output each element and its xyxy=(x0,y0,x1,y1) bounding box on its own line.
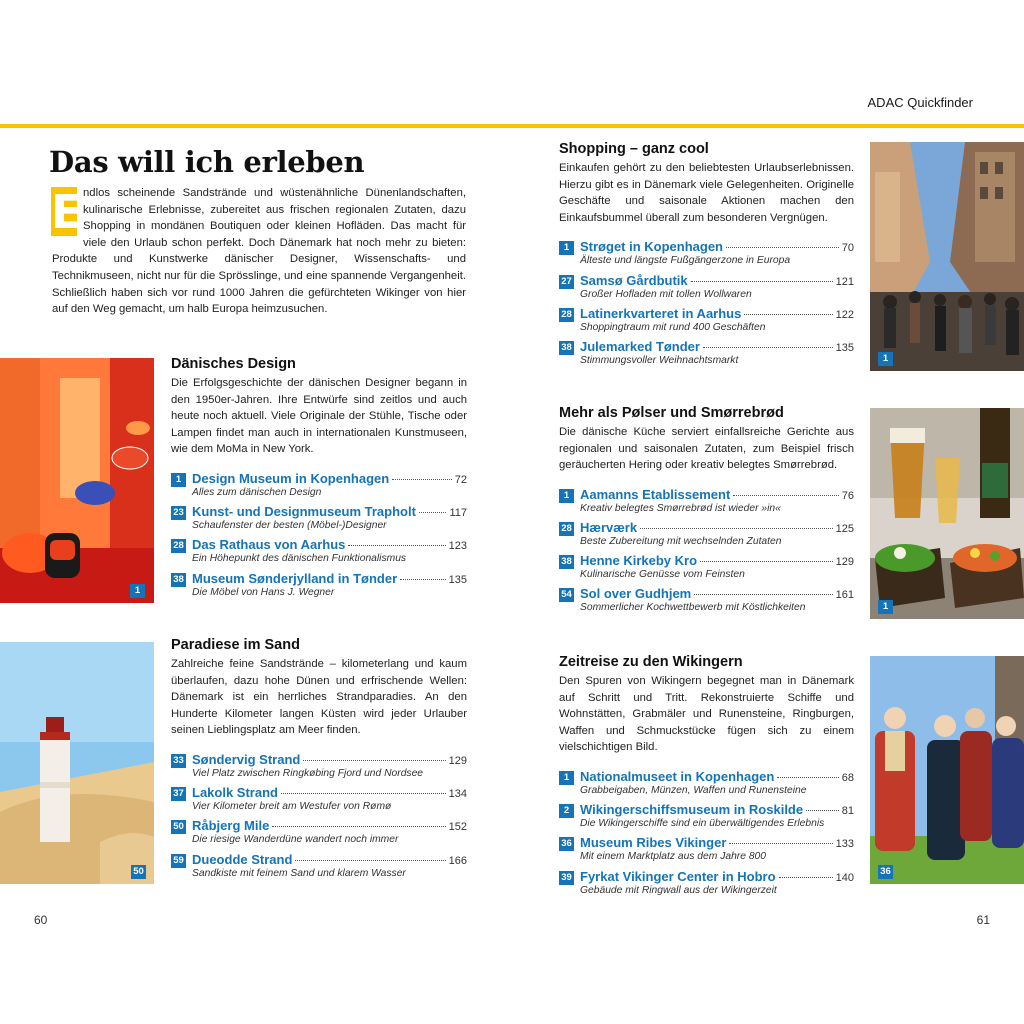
section-text: Den Spuren von Wikingern begegnet man in Dänemark auf Schritt und Tritt. Rekonstruierte Schiffe und Wohnstätten, Grabmäler und Runensteine, Ringburgen, Waffen und Schmuckstücke fügen sich zu einem vielschichtigen Bild. xyxy=(559,675,854,754)
list-item[interactable] xyxy=(559,306,854,339)
entry-list xyxy=(559,239,854,372)
dot-leader xyxy=(729,843,832,844)
section-title: Zeitreise zu den Wikingern xyxy=(559,654,743,670)
entry-link[interactable]: Nationalmuseet in Kopenhagen xyxy=(580,768,775,784)
entry-link[interactable]: Wikingerschiffsmuseum in Roskilde xyxy=(580,802,804,818)
intro-paragraph xyxy=(52,185,466,318)
dot-leader xyxy=(694,594,832,595)
dot-leader xyxy=(348,545,445,546)
shopping-street-photo xyxy=(870,142,1024,371)
dot-leader xyxy=(777,777,838,778)
dot-leader xyxy=(400,579,446,580)
entry-page: 140 xyxy=(835,871,854,884)
entry-link[interactable]: Museum Ribes Vikinger xyxy=(580,835,727,851)
photo-badge: 1 xyxy=(878,600,893,614)
section-title: Mehr als Pølser und Smørrebrød xyxy=(559,405,784,421)
entry-page: 76 xyxy=(841,489,854,502)
entry-description: Kreativ belegtes Smørrebrød ist wieder »in« xyxy=(580,502,781,514)
entry-description: Sommerlicher Kochwettbewerb mit Köstlichkeiten xyxy=(580,602,806,614)
dot-leader xyxy=(726,247,839,248)
dot-leader xyxy=(295,860,445,861)
list-item[interactable] xyxy=(559,339,854,372)
entry-link[interactable]: Latinerkvarteret in Aarhus xyxy=(580,305,742,321)
dropcap: E xyxy=(51,185,83,239)
entry-link[interactable]: Samsø Gårdbutik xyxy=(580,272,688,288)
entry-description: Ein Höhepunkt des dänischen Funktionalismus xyxy=(192,553,407,565)
lighthouse-dune-photo xyxy=(0,642,154,884)
dot-leader xyxy=(303,760,445,761)
location-number-badge: 28 xyxy=(559,308,574,322)
dot-leader xyxy=(419,512,447,513)
section-text: Die Erfolgsgeschichte der dänischen Designer begann in den 1950er-Jahren. Ihre Entwürfe sind zeitlos und auch heute noch aktuell. Viele Originale der Stühle, Tische oder Lampen findet man auch in internationalen Kunstmuseen, wie dem MoMa in New York. xyxy=(171,377,467,456)
dot-leader xyxy=(703,347,833,348)
location-number-badge: 2 xyxy=(559,804,574,818)
section-title: Shopping – ganz cool xyxy=(559,141,709,157)
dot-leader xyxy=(691,281,833,282)
location-number-badge: 28 xyxy=(171,539,186,553)
entry-link[interactable]: Dueodde Strand xyxy=(192,851,293,867)
entry-page: 72 xyxy=(454,473,467,486)
dot-leader xyxy=(733,495,838,496)
section-text: Einkaufen gehört zu den beliebtesten Urlaubserlebnissen. Hierzu gibt es in Dänemark viele Gelegenheiten. Originelle Geschäfte und saisonale Aktionen machen den Einkaufsbummel überall zum besonderen Vergnügen. xyxy=(559,162,854,224)
page-number-right: 61 xyxy=(976,913,990,927)
dot-leader xyxy=(281,793,446,794)
entry-description: Vier Kilometer breit am Westufer von Rømø xyxy=(192,801,392,813)
entry-page: 123 xyxy=(448,540,467,553)
entry-page: 125 xyxy=(835,522,854,535)
location-number-badge: 1 xyxy=(171,473,186,487)
entry-list xyxy=(559,487,854,620)
entry-link[interactable]: Das Rathaus von Aarhus xyxy=(192,537,346,553)
entry-page: 129 xyxy=(448,754,467,767)
location-number-badge: 54 xyxy=(559,588,574,602)
location-number-badge: 36 xyxy=(559,837,574,851)
intro-text: ndlos scheinende Sandstrände und wüstenähnliche Dünenlandschaften, kulinarische Erlebnisse, zubereitet aus frischen regionalen Zutaten, dazu Shopping in mondänen Boutiquen oder kleinen Hofläden. Das macht für viele den Urlaub schon perfekt. Doch Dänemark hat noch mehr zu bieten: Produkte und Kunstwerke dänischer Designer, Wissenschafts- und Technikmuseen, nicht nur für die Sprösslinge, und eine spannende Vergangenheit. Schließlich haben sich vor rund 1000 Jahren die gefürchteten Wikinger von hier auf den Weg gemacht, um halb Europa heimzusuchen. xyxy=(52,187,466,316)
entry-page: 117 xyxy=(449,507,467,520)
entry-description: Kulinarische Genüsse vom Feinsten xyxy=(580,569,745,581)
entry-list xyxy=(559,769,854,902)
entry-page: 135 xyxy=(448,573,467,586)
list-item[interactable] xyxy=(171,537,467,570)
entry-page: 135 xyxy=(835,341,854,354)
location-number-badge: 1 xyxy=(559,771,574,785)
location-number-badge: 1 xyxy=(559,489,574,503)
dot-leader xyxy=(779,877,833,878)
entry-list xyxy=(171,752,467,885)
dot-leader xyxy=(392,479,452,480)
list-item[interactable] xyxy=(171,785,467,818)
list-item[interactable] xyxy=(559,835,854,868)
dot-leader xyxy=(640,528,833,529)
dot-leader xyxy=(272,826,445,827)
entry-page: 121 xyxy=(835,275,854,288)
list-item[interactable] xyxy=(559,769,854,802)
location-number-badge: 38 xyxy=(559,341,574,355)
entry-link[interactable]: Julemarked Tønder xyxy=(580,338,700,354)
entry-list xyxy=(171,471,467,604)
dot-leader xyxy=(806,810,839,811)
design-interior-photo xyxy=(0,358,154,603)
entry-page: 129 xyxy=(835,556,854,569)
entry-description: Die Wikingerschiffe sind ein überwältigendes Erlebnis xyxy=(580,818,825,830)
list-item[interactable] xyxy=(559,802,854,835)
section-food xyxy=(559,405,854,620)
photo-badge: 1 xyxy=(878,352,893,366)
location-number-badge: 59 xyxy=(171,854,186,868)
entry-description: Grabbeigaben, Münzen, Waffen und Runensteine xyxy=(580,784,807,796)
list-item[interactable] xyxy=(559,239,854,272)
list-item[interactable] xyxy=(559,586,854,619)
list-item[interactable] xyxy=(171,471,467,504)
list-item[interactable] xyxy=(559,520,854,553)
entry-page: 134 xyxy=(448,788,467,801)
entry-description: Stimmungsvoller Weihnachtsmarkt xyxy=(580,354,739,366)
entry-link[interactable]: Fyrkat Vikinger Center in Hobro xyxy=(580,868,776,884)
entry-page: 161 xyxy=(835,589,854,602)
page-title: Das will ich erleben xyxy=(49,145,365,179)
list-item[interactable] xyxy=(171,818,467,851)
section-vikings xyxy=(559,654,854,902)
entry-page: 81 xyxy=(841,805,854,818)
section-danish-design xyxy=(171,356,467,604)
entry-link[interactable]: Strøget in Kopenhagen xyxy=(580,239,723,255)
entry-description: Gebäude mit Ringwall aus der Wikingerzeit xyxy=(580,884,777,896)
location-number-badge: 33 xyxy=(171,754,186,768)
location-number-badge: 27 xyxy=(559,275,574,289)
location-number-badge: 38 xyxy=(171,573,186,587)
entry-description: Älteste und längste Fußgängerzone in Europa xyxy=(580,255,791,267)
location-number-badge: 28 xyxy=(559,522,574,536)
entry-page: 166 xyxy=(448,854,467,867)
dot-leader xyxy=(700,561,833,562)
entry-link[interactable]: Sol over Gudhjem xyxy=(580,586,692,602)
yellow-header-rule xyxy=(0,124,1024,128)
entry-description: Viel Platz zwischen Ringkøbing Fjord und Nordsee xyxy=(192,767,424,779)
list-item[interactable] xyxy=(171,504,467,537)
entry-link[interactable]: Aamanns Etablissement xyxy=(580,486,731,502)
smorrebrod-beer-photo xyxy=(870,408,1024,619)
section-beaches xyxy=(171,637,467,885)
entry-link[interactable]: Design Museum in Kopenhagen xyxy=(192,470,390,486)
dot-leader xyxy=(744,314,832,315)
section-shopping xyxy=(559,141,854,372)
entry-link[interactable]: Råbjerg Mile xyxy=(192,818,270,834)
list-item[interactable] xyxy=(559,273,854,306)
entry-description: Beste Zubereitung mit wechselnden Zutaten xyxy=(580,535,782,547)
section-title: Dänisches Design xyxy=(171,356,296,372)
section-text: Zahlreiche feine Sandstrände – kilometerlang und kaum überlaufen, dazu hohe Dünen und erfrischende Wellen: Dänemark ist ein herrliches Strandparadies. An den Hunderte Kilometer langen Küsten wird jeder Urlauber seinen Lieblingsplatz am Meer finden. xyxy=(171,658,467,737)
list-item[interactable] xyxy=(171,752,467,785)
entry-description: Alles zum dänischen Design xyxy=(192,486,322,498)
entry-link[interactable]: Søndervig Strand xyxy=(192,751,301,767)
photo-badge: 36 xyxy=(878,865,893,879)
header-label: ADAC Quickfinder xyxy=(867,95,973,110)
list-item[interactable] xyxy=(559,553,854,586)
entry-description: Shoppingtraum mit rund 400 Geschäften xyxy=(580,321,766,333)
entry-page: 70 xyxy=(841,242,854,255)
section-title: Paradiese im Sand xyxy=(171,637,300,653)
entry-description: Mit einem Marktplatz aus dem Jahre 800 xyxy=(580,851,766,863)
section-text: Die dänische Küche serviert einfallsreiche Gerichte aus regionalen und saisonalen Zutaten, zum Beispiel frisch geräucherten Hering oder kreativ belegtes Smørrebrød. xyxy=(559,426,854,472)
location-number-badge: 50 xyxy=(171,820,186,834)
entry-link[interactable]: Henne Kirkeby Kro xyxy=(580,553,698,569)
entry-page: 122 xyxy=(835,308,854,321)
entry-link[interactable]: Kunst- und Designmuseum Trapholt xyxy=(192,504,416,520)
entry-description: Die riesige Wanderdüne wandert noch immer xyxy=(192,834,399,846)
entry-description: Die Möbel von Hans J. Wegner xyxy=(192,586,335,598)
page-number-left: 60 xyxy=(34,913,48,927)
photo-badge: 1 xyxy=(130,584,145,598)
entry-description: Sandkiste mit feinem Sand und klarem Wasser xyxy=(192,867,406,879)
entry-description: Großer Hofladen mit tollen Wollwaren xyxy=(580,288,752,300)
list-item[interactable] xyxy=(171,852,467,885)
location-number-badge: 1 xyxy=(559,241,574,255)
viking-costumes-photo xyxy=(870,656,1024,884)
location-number-badge: 39 xyxy=(559,871,574,885)
entry-link[interactable]: Museum Sønderjylland in Tønder xyxy=(192,570,398,586)
location-number-badge: 23 xyxy=(171,506,186,520)
entry-link[interactable]: Hærværk xyxy=(580,519,638,535)
location-number-badge: 38 xyxy=(559,555,574,569)
entry-page: 68 xyxy=(841,771,854,784)
location-number-badge: 37 xyxy=(171,787,186,801)
list-item[interactable] xyxy=(171,571,467,604)
entry-description: Schaufenster der besten (Möbel-)Designer xyxy=(192,520,387,532)
list-item[interactable] xyxy=(559,869,854,902)
entry-link[interactable]: Lakolk Strand xyxy=(192,785,278,801)
entry-page: 152 xyxy=(448,821,467,834)
photo-badge: 50 xyxy=(131,865,146,879)
list-item[interactable] xyxy=(559,487,854,520)
entry-page: 133 xyxy=(835,838,854,851)
